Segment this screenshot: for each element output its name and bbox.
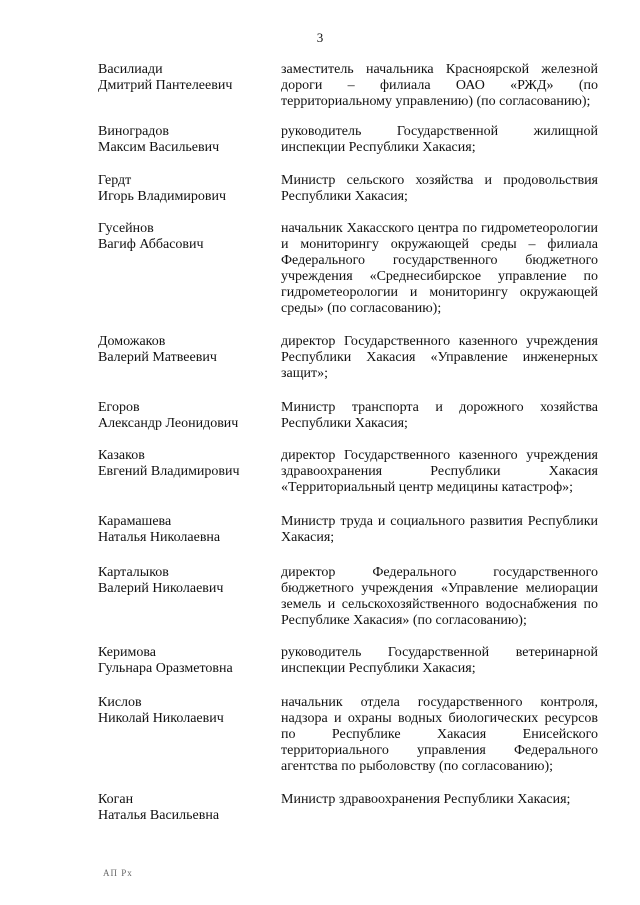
- member-list: [98, 62, 598, 832]
- list-item: [98, 695, 598, 792]
- position-description: Министр труда и социального развития Республики Хакасия;: [281, 514, 598, 545]
- person-name: [98, 792, 281, 824]
- surname: Казаков: [98, 448, 145, 463]
- position-description: директор Федерального государственного бюджетного учреждения «Управление мелиорации земель и сельскохозяйственного водоснабжения по Республике Хакасия» (по согласованию);: [281, 565, 598, 628]
- person-name: [98, 62, 281, 94]
- given-names: Дмитрий Пантелеевич: [98, 78, 233, 93]
- person-name: [98, 514, 281, 546]
- given-names: Валерий Матвеевич: [98, 350, 217, 365]
- given-names: Гульнара Оразметовна: [98, 661, 233, 676]
- footer-mark: АП Рх: [103, 868, 133, 878]
- list-item: [98, 62, 598, 124]
- surname: Егоров: [98, 400, 140, 415]
- list-item: [98, 173, 598, 221]
- given-names: Наталья Николаевна: [98, 530, 221, 545]
- position-description: директор Государственного казенного учреждения Республики Хакасия «Управление инженерных защит»;: [281, 334, 598, 381]
- given-names: Евгений Владимирович: [98, 464, 240, 479]
- position-description: руководитель Государственной ветеринарной инспекции Республики Хакасия;: [281, 645, 598, 676]
- position-description: начальник отдела государственного контроля, надзора и охраны водных биологических ресурсов по Республике Хакасия Енисейского территориального управления Федерального агентства по рыболовству (по согласованию);: [281, 695, 598, 774]
- surname: Виноградов: [98, 124, 170, 139]
- position-description: Министр транспорта и дорожного хозяйства Республики Хакасия;: [281, 400, 598, 431]
- surname: Василиади: [98, 62, 163, 77]
- person-name: [98, 124, 281, 156]
- given-names: Валерий Николаевич: [98, 581, 224, 596]
- given-names: Максим Васильевич: [98, 140, 220, 155]
- given-names: Наталья Васильевна: [98, 808, 220, 823]
- surname: Гердт: [98, 173, 132, 188]
- given-names: Игорь Владимирович: [98, 189, 227, 204]
- list-item: [98, 792, 598, 832]
- list-item: [98, 565, 598, 645]
- list-item: [98, 400, 598, 448]
- person-name: [98, 173, 281, 205]
- person-name: [98, 400, 281, 432]
- surname: Коган: [98, 792, 134, 807]
- position-description: директор Государственного казенного учреждения здравоохранения Республики Хакасия «Территориальный центр медицины катастроф»;: [281, 448, 598, 495]
- person-name: [98, 448, 281, 480]
- list-item: [98, 514, 598, 565]
- person-name: [98, 221, 281, 253]
- given-names: Александр Леонидович: [98, 416, 239, 431]
- page-number: 3: [316, 30, 324, 45]
- position-description: руководитель Государственной жилищной инспекции Республики Хакасия;: [281, 124, 598, 155]
- list-item: [98, 448, 598, 514]
- person-name: [98, 645, 281, 677]
- person-name: [98, 565, 281, 597]
- surname: Карталыков: [98, 565, 169, 580]
- person-name: [98, 334, 281, 366]
- surname: Керимова: [98, 645, 157, 660]
- surname: Карамашева: [98, 514, 172, 529]
- given-names: Николай Николаевич: [98, 711, 224, 726]
- list-item: [98, 124, 598, 173]
- list-item: [98, 221, 598, 334]
- position-description: заместитель начальника Красноярской железной дороги – филиала ОАО «РЖД» (по территориальному управлению) (по согласованию);: [281, 62, 598, 109]
- position-description: Министр здравоохранения Республики Хакасия;: [281, 792, 571, 807]
- surname: Гусейнов: [98, 221, 154, 236]
- person-name: [98, 695, 281, 727]
- list-item: [98, 334, 598, 400]
- position-description: начальник Хакасского центра по гидрометеорологии и мониторингу окружающей среды – филиала Федерального государственного бюджетного учреждения «Среднесибирское управление по гидрометеорологии и мониторингу окружающей среды» (по согласованию);: [281, 221, 598, 316]
- surname: Кислов: [98, 695, 142, 710]
- surname: Доможаков: [98, 334, 166, 349]
- list-item: [98, 645, 598, 695]
- given-names: Вагиф Аббасович: [98, 237, 204, 252]
- position-description: Министр сельского хозяйства и продовольствия Республики Хакасия;: [281, 173, 598, 204]
